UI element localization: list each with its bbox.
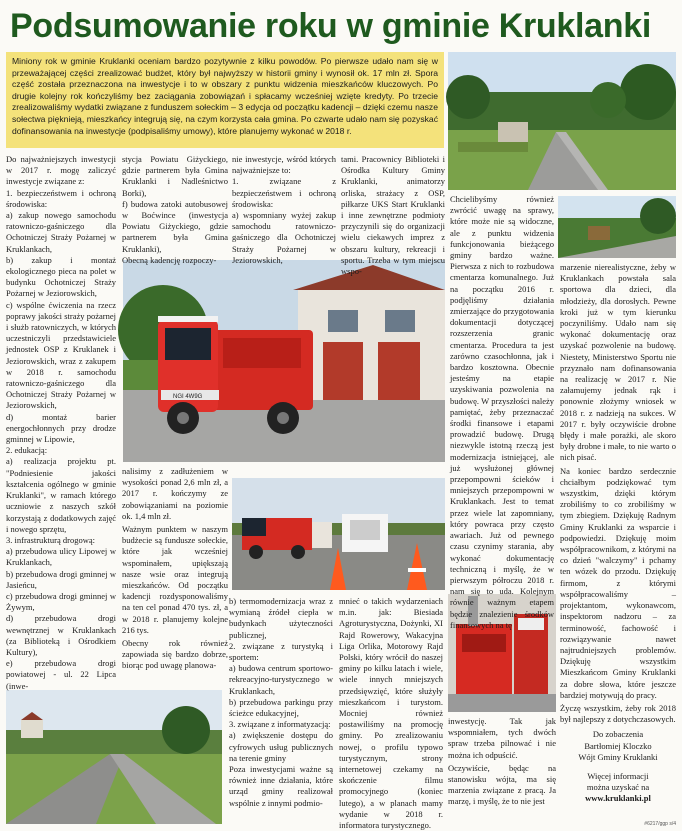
- signature-line3: Wójt Gminy Kruklanki: [578, 751, 658, 762]
- signature: [560, 729, 676, 763]
- footer-code: #6217/ggp s/4: [644, 821, 676, 827]
- col1-p13: e) przebudowa drogi powiatowej - ul. 22 Lipca (inwe-: [6, 658, 116, 691]
- column-6: [560, 262, 676, 822]
- col1-p7: a) realizacja projektu pt. "Podniesienie jakości kształcenia ogólnego w gminie Kruklanki", w ramach którego uczniowie z naszych szkół korzystają z dodatkowych zajęć i nowego sprzętu,: [6, 456, 116, 534]
- column-5: [450, 194, 554, 630]
- col1-p5: d) montaż barier energochłonnych przy drodze gminnej w Lipowie,: [6, 411, 116, 445]
- more-info-line2: można uzyskać na: [586, 782, 650, 793]
- more-info: [560, 771, 676, 805]
- column-2-top: [122, 154, 228, 265]
- lead-paragraph: Miniony rok w gminie Kruklanki oceniam bardzo pozytywnie z kilku powodów. Po pierwsze udało nam się w przeważającej części zrealizować budżet, który był najwyższy w historii gminy i wynosił ok. 17 mln zł. Spora część została przeznaczona na inwestycje i to w obszary z punktu widzenia mieszkańców kluczowych. Po drugie kolejny rok kończyliśmy bez zaciągania zobowiązań i spłacamy wcześniej wzięte kredyty. Po trzecie zrealizowaliśmy wydatki związane z funduszem sołeckim – 3 edycja od początku kadencji – dzięki czemu nasze sołectwa pięknieją, mieszkańcy integrują się, na czym korzysta cała gmina. Po czwarte udało nam się pozyskać dofinansowania na inwestycje (podpisaliśmy umowy), które planujemy wykonać w 2018 r.: [6, 52, 444, 148]
- col3-top-p2: a) wspomniany wyżej zakup samochodu ratowniczo-gaśniczego dla Ochotniczej Straży Pożarnej w Jeziorowskich,: [232, 210, 336, 265]
- col1-p6: 2. edukacją:: [6, 445, 48, 456]
- website-link[interactable]: www.kruklanki.pl: [585, 793, 651, 804]
- col1-p9: a) przebudowa ulicy Lipowej w Kruklankach,: [6, 546, 116, 568]
- col1-p8: 3. infrastrukturą drogową:: [6, 534, 95, 545]
- column-4-bottom: [339, 596, 443, 831]
- truck-license-plate: NGI 4W9G: [173, 394, 203, 400]
- signature-line1: Do zobaczenia: [592, 729, 644, 740]
- col6-p1: Na koniec bardzo serdecznie chciałbym podziękować tym wszystkim, dzięki którym zrobiliśmy to co zrobiliśmy w tym zbiegiem. Dziękuję Radnym Gminy Kruklanki za wsparcie i podpowiedzi. Dziękuję moim współpracownikom, z którymi na co dzień "walczymy" i pchamy ten wózek do przodu. Dziękuję firmom, z którymi współpracowaliśmy – projektantom, wykonawcom, inspektorom nadzoru – za terminowość, fachowość i rozwiązywanie nawet najtrudniejszych problemów. Dziękuję wszystkim Mieszkańcom Gminy Kruklanki za dobre słowa, które jeszcze bardziej motywują do pracy.: [560, 465, 676, 700]
- column-5-bottom: [448, 716, 556, 824]
- col2-top-p0: stycja Powiatu Giżyckiego, gdzie partnerem była Gmina Kruklanki i Nadleśnictwo Borki),: [122, 154, 228, 198]
- col5-bot-p1: Oczywiście, będąc na stanowisku wójta, ma się marzenia związane z pracą. Ja marzę, i myślę, że to nie jest: [448, 762, 556, 807]
- headline: Podsumowanie roku w gminie Kruklanki: [10, 7, 651, 45]
- col3-top-p0: nie inwestycje, wśród których najważniejsze to:: [232, 154, 336, 176]
- bus-stop-photo: [558, 196, 676, 258]
- col5-p0: Chcielibyśmy również zwrócić uwagę na sprawy, które może nie są widoczne, ale z punktu widzenia funkcjonowania bieżącego gminy bardzo ważne. Pierwsza z nich to rozbudowa cmentarza komunalnego. Już na początku 2016 r. podjęliśmy działania zmierzające do przygotowania dokumentacji dotyczącej rozszerzenia granic cmentarza. Procedura ta jest zarówno czasochłonna, jak i bardzo kosztowna. Obecnie jesteśmy na etapie uzyskiwania pozwolenia na budowę. W przyszłości należy pamiętać, żeby przeznaczać środki finansowe i etapami prowadzić budowę. Drugą niezwykle istotną rzeczą jest modernizacja istniejącej, ale już wysłużonej głównej przepompowni ścieków i mniejszych przepompowni w Kruklankach. Jest to temat przez wiele lat zapomniany, który powraca przy często awariach. Już od pewnego czasu czynimy starania, aby wykonać dokumentację techniczną i myślę, że w pierwszym półroczu 2018 r. nam się to uda. Kolejnym równie ważnym etapem będzie znalezienie środków finansowych na tę: [450, 194, 554, 630]
- col1-p3: b) zakup i montaż ekologicznego pieca na polet w budynku Ochotniczej Straży Pożarnej w Jeziorowskich,: [6, 254, 116, 299]
- fire-truck-photo: [123, 260, 445, 462]
- col3-bot-p3: b) przebudowa parkingu przy ścieżce edukacyjnej,: [229, 696, 333, 719]
- column-3-top: [232, 154, 336, 265]
- col2-mid-p2: Obecny rok również zapowiada się bardzo dobrze, biorąc pod uwagę planowa-: [122, 638, 228, 671]
- col6-p2: Życzę wszystkim, żeby rok 2018 był najlepszy z dotychczasowych.: [560, 702, 676, 725]
- col3-bot-p5: a) zwiększenie dostępu do cyfrowych usług publicznych na terenie gminy: [229, 730, 333, 763]
- col3-bot-p1: 2. związane z turystyką i sportem:: [229, 640, 333, 663]
- road-photo-bottom-left: [6, 690, 222, 824]
- col1-p0: Do najważniejszych inwestycji w 2017 r. mogę zaliczyć inwestycje związane z:: [6, 154, 116, 187]
- column-2-middle: [122, 466, 228, 686]
- col1-p12: d) przebudowa drogi wewnętrznej w Kruklankach (za Biblioteką i Ośrodkiem Kultury),: [6, 613, 116, 657]
- col3-bot-p2: a) budowa centrum sportowo-rekreacyjno-turystycznego w Kruklankach,: [229, 663, 333, 696]
- col1-p2: a) zakup nowego samochodu ratowniczo-gaśniczego dla Ochotniczej Straży Pożarnej w Kruklankach,: [6, 210, 116, 254]
- col5-bot-p0: inwestycję. Tak jak wspomniałem, tych dwóch spraw trzeba pilnować i nie można ich odpuścić.: [448, 716, 556, 760]
- col2-mid-p1: Ważnym punktem w naszym budżecie są fundusze sołeckie, które jak wcześniej wspominałem, upiększają nasze wsie oraz integrują mieszkańców. Od początku kadencji rozdysponowaliśmy na ten cel ponad 470 tys. zł, a w 2018 r. planujemy kolejne 216 tys.: [122, 524, 228, 635]
- col4-bot-p0: mnieć o takich wydarzeniach m.in. jak: Biesiada Agroturystyczna, Dożynki, XI Rajd Rowerowy, Wakacyjna Liga Orlika, Motorowy Rajd Polski, który wrócił do naszej gminy po kilku latach i wiele, wiele innych mniejszych przedsięwzięć, które służyły mieszkańcom i turystom. Mocniej również postawiliśmy na promocję gminy. Po zrealizowaniu nowej, o profilu typowo turystycznym, strony internetowej czekamy na skończenie filmu promocyjnego (koniec lutego), a w planach mamy wydanie w 2018 r. informatora turystycznego.: [339, 596, 443, 831]
- column-1: [6, 154, 116, 691]
- col3-bot-p4: 3. związane z informatyzacją:: [229, 719, 331, 730]
- road-photo-top-right: [448, 52, 676, 190]
- col6-p0: marzenie nierealistyczne, żeby w Kruklankach powstała sala sportowa dla dzieci, dla młodzieży, dla dorosłych. Pewne kroki już w tym kierunku poczyniliśmy. Udało nam się wykonać dokumentację oraz uzyskać pozwolenie na budowę. Niestety, Ministerstwo Sportu nie przyznało nam dofinansowania na realizację w 2017 r. Nie załamujemy jednak rąk i ponownie złożymy wniosek w 2018 r. z nadzieją na sukces. W 2017 r. były oczywiście drobne błędy i małe porażki, ale skoro były drobne i małe, to nie warto o nich pisać.: [560, 262, 676, 463]
- col4-top-p0: tami. Pracownicy Biblioteki i Ośrodka Kultury Gminy Kruklanki, animatorzy orliska, strażacy z OSP, piłkarze UKS Start Kruklanki i inne zewnętrzne podmioty przyczynili się do organizacji wielu ciekawych imprez z obszaru kultury, rekreacji i sportu. Trzeba w tym miejscu wspo-: [341, 154, 445, 277]
- col1-p11: c) przebudowa drogi gminnej w Żywym,: [6, 590, 116, 613]
- fire-drill-photo: [232, 478, 445, 590]
- signature-line2: Bartłomiej Kloczko: [584, 740, 652, 751]
- col1-p10: b) przebudowa drogi gminnej w Jasieńcu,: [6, 568, 116, 590]
- col2-top-p2: Obecną kadencję rozpoczy-: [122, 254, 217, 265]
- column-3-bottom: [229, 596, 333, 824]
- column-4-top: [341, 154, 445, 277]
- col1-p4: c) wspólne ćwiczenia na rzecz poprawy jakości straży pożarnej i służb ratowniczych, w których uczestniczyli przedstawiciele jednostek OSP z Kruklanek i Jeziorowskich, wraz z zakupem w 2018 r. samochodu ratowniczo-gaśniczego dla Ochotniczej Straży Pożarnej w Jeziorowskich,: [6, 299, 116, 411]
- col3-bot-p0: b) termomodernizacja wraz z wymianą źródeł ciepła w budynkach użyteczności publicznej,: [229, 596, 333, 640]
- col2-top-p1: f) budowa zatoki autobusowej w Boćwince (inwestycja Powiatu Giżyckiego, gdzie partnerem była Gmina Kruklanki),: [122, 198, 228, 254]
- col2-mid-p0: nalisimy z zadłużeniem w wysokości ponad 2,6 mln zł, a 2017 r. kończymy ze zobowiązaniami na poziomie ok. 1,4 mln zł.: [122, 466, 228, 521]
- more-info-line1: Więcej informacji: [587, 770, 649, 781]
- col3-bot-p6: Poza inwestycjami ważne są również inne działania, które urząd gminy realizował wspólnie z innymi podmio-: [229, 764, 333, 808]
- col1-p1: 1. bezpieczeństwem i ochroną środowiska:: [6, 187, 116, 209]
- col3-top-p1: 1. związane z bezpieczeństwem i ochroną środowiska:: [232, 176, 336, 209]
